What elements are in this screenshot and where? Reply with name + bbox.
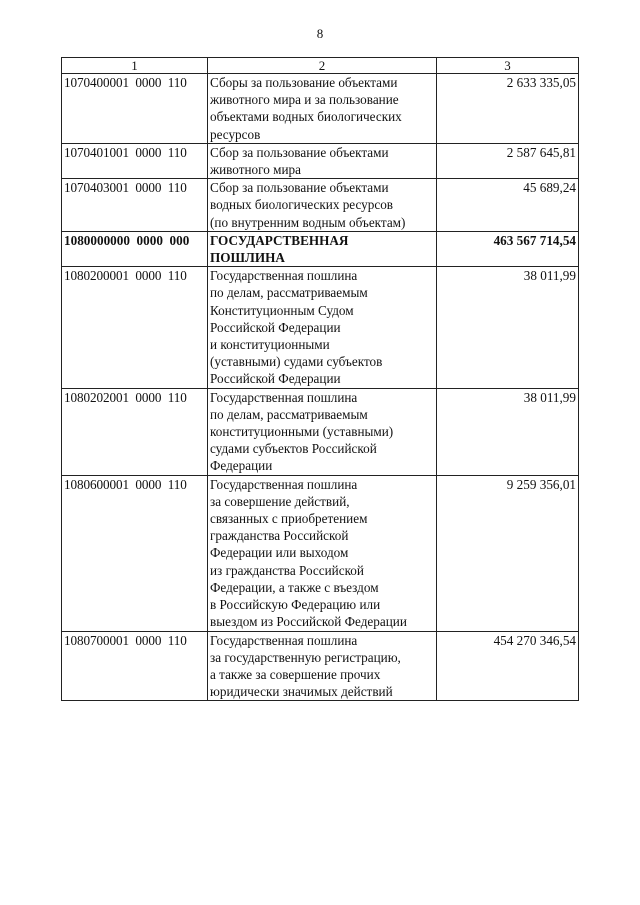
row-name-line: за государственную регистрацию, [210,649,401,665]
row-name-line: выездом из Российской Федерации [210,614,407,630]
row-name [208,388,437,475]
table-row [62,267,579,388]
row-name-line: животного мира и за пользование [210,92,399,108]
row-name-line: в Российскую Федерацию или [210,597,381,613]
row-name-line: Российской Федерации [210,371,341,387]
row-code: 1080000000 0000 000 [62,231,208,266]
row-name [208,231,437,266]
row-name [208,179,437,232]
column-header-3: 3 [437,58,579,74]
row-code: 1070403001 0000 110 [62,179,208,232]
row-name [208,74,437,144]
budget-table [61,57,579,701]
table-header-row [62,58,579,74]
row-amount: 454 270 346,54 [437,631,579,701]
row-name-line: Конституционным Судом [210,302,354,318]
table-row [62,231,579,266]
row-name-line: ПОШЛИНА [210,250,285,266]
row-name-line: Государственная пошлина [210,476,358,492]
row-name-line: животного мира [210,162,301,178]
row-name [208,631,437,701]
row-name [208,143,437,178]
row-name-line: Сбор за пользование объектами [210,180,389,196]
row-code: 1070400001 0000 110 [62,74,208,144]
table-row [62,475,579,631]
row-code: 1080700001 0000 110 [62,631,208,701]
row-name-line: Федерации или выходом [210,545,349,561]
row-code: 1080600001 0000 110 [62,475,208,631]
row-name [208,475,437,631]
row-code: 1070401001 0000 110 [62,143,208,178]
table-row [62,179,579,232]
row-amount: 2 587 645,81 [437,143,579,178]
row-name-line: ГОСУДАРСТВЕННАЯ [210,232,349,248]
row-name-line: Государственная пошлина [210,268,358,284]
row-name-line: Сборы за пользование объектами [210,75,398,90]
row-amount: 9 259 356,01 [437,475,579,631]
table-row [62,143,579,178]
row-name-line: конституционными (уставными) [210,424,394,440]
row-name-line: водных биологических ресурсов [210,197,394,213]
row-name-line: Российской Федерации [210,319,341,335]
row-name-line: связанных с приобретением [210,511,368,527]
row-name-line: гражданства Российской [210,528,349,544]
row-name-line: а также за совершение прочих [210,666,381,682]
row-name-line: юридически значимых действий [210,684,393,700]
table-row [62,631,579,701]
row-name-line: Федерации, а также с въездом [210,579,379,595]
column-header-1: 1 [62,58,208,74]
row-name-line: из гражданства Российской [210,562,364,578]
table-body [62,74,579,701]
row-name-line: Государственная пошлина [210,632,358,648]
page-number: 8 [316,26,324,41]
row-amount: 45 689,24 [437,179,579,232]
row-name-line: (уставными) судами субъектов [210,354,383,370]
row-name-line: и конституционными [210,337,330,353]
table-row [62,74,579,144]
row-name-line: ресурсов [210,126,261,142]
row-name-line: за совершение действий, [210,493,350,509]
row-name-line: по делам, рассматриваемым [210,285,368,301]
row-name-line: Сбор за пользование объектами [210,144,389,160]
column-header-2: 2 [208,58,437,74]
row-name-line: Федерации [210,458,273,474]
row-amount: 463 567 714,54 [437,231,579,266]
row-amount: 38 011,99 [437,267,579,388]
row-name-line: судами субъектов Российской [210,441,377,457]
row-name [208,267,437,388]
row-name-line: (по внутренним водным объектам) [210,214,406,230]
row-name-line: по делам, рассматриваемым [210,406,368,422]
row-code: 1080200001 0000 110 [62,267,208,388]
table-row [62,388,579,475]
row-name-line: объектами водных биологических [210,109,402,125]
row-name-line: Государственная пошлина [210,389,358,405]
row-amount: 38 011,99 [437,388,579,475]
row-amount: 2 633 335,05 [437,74,579,144]
row-code: 1080202001 0000 110 [62,388,208,475]
